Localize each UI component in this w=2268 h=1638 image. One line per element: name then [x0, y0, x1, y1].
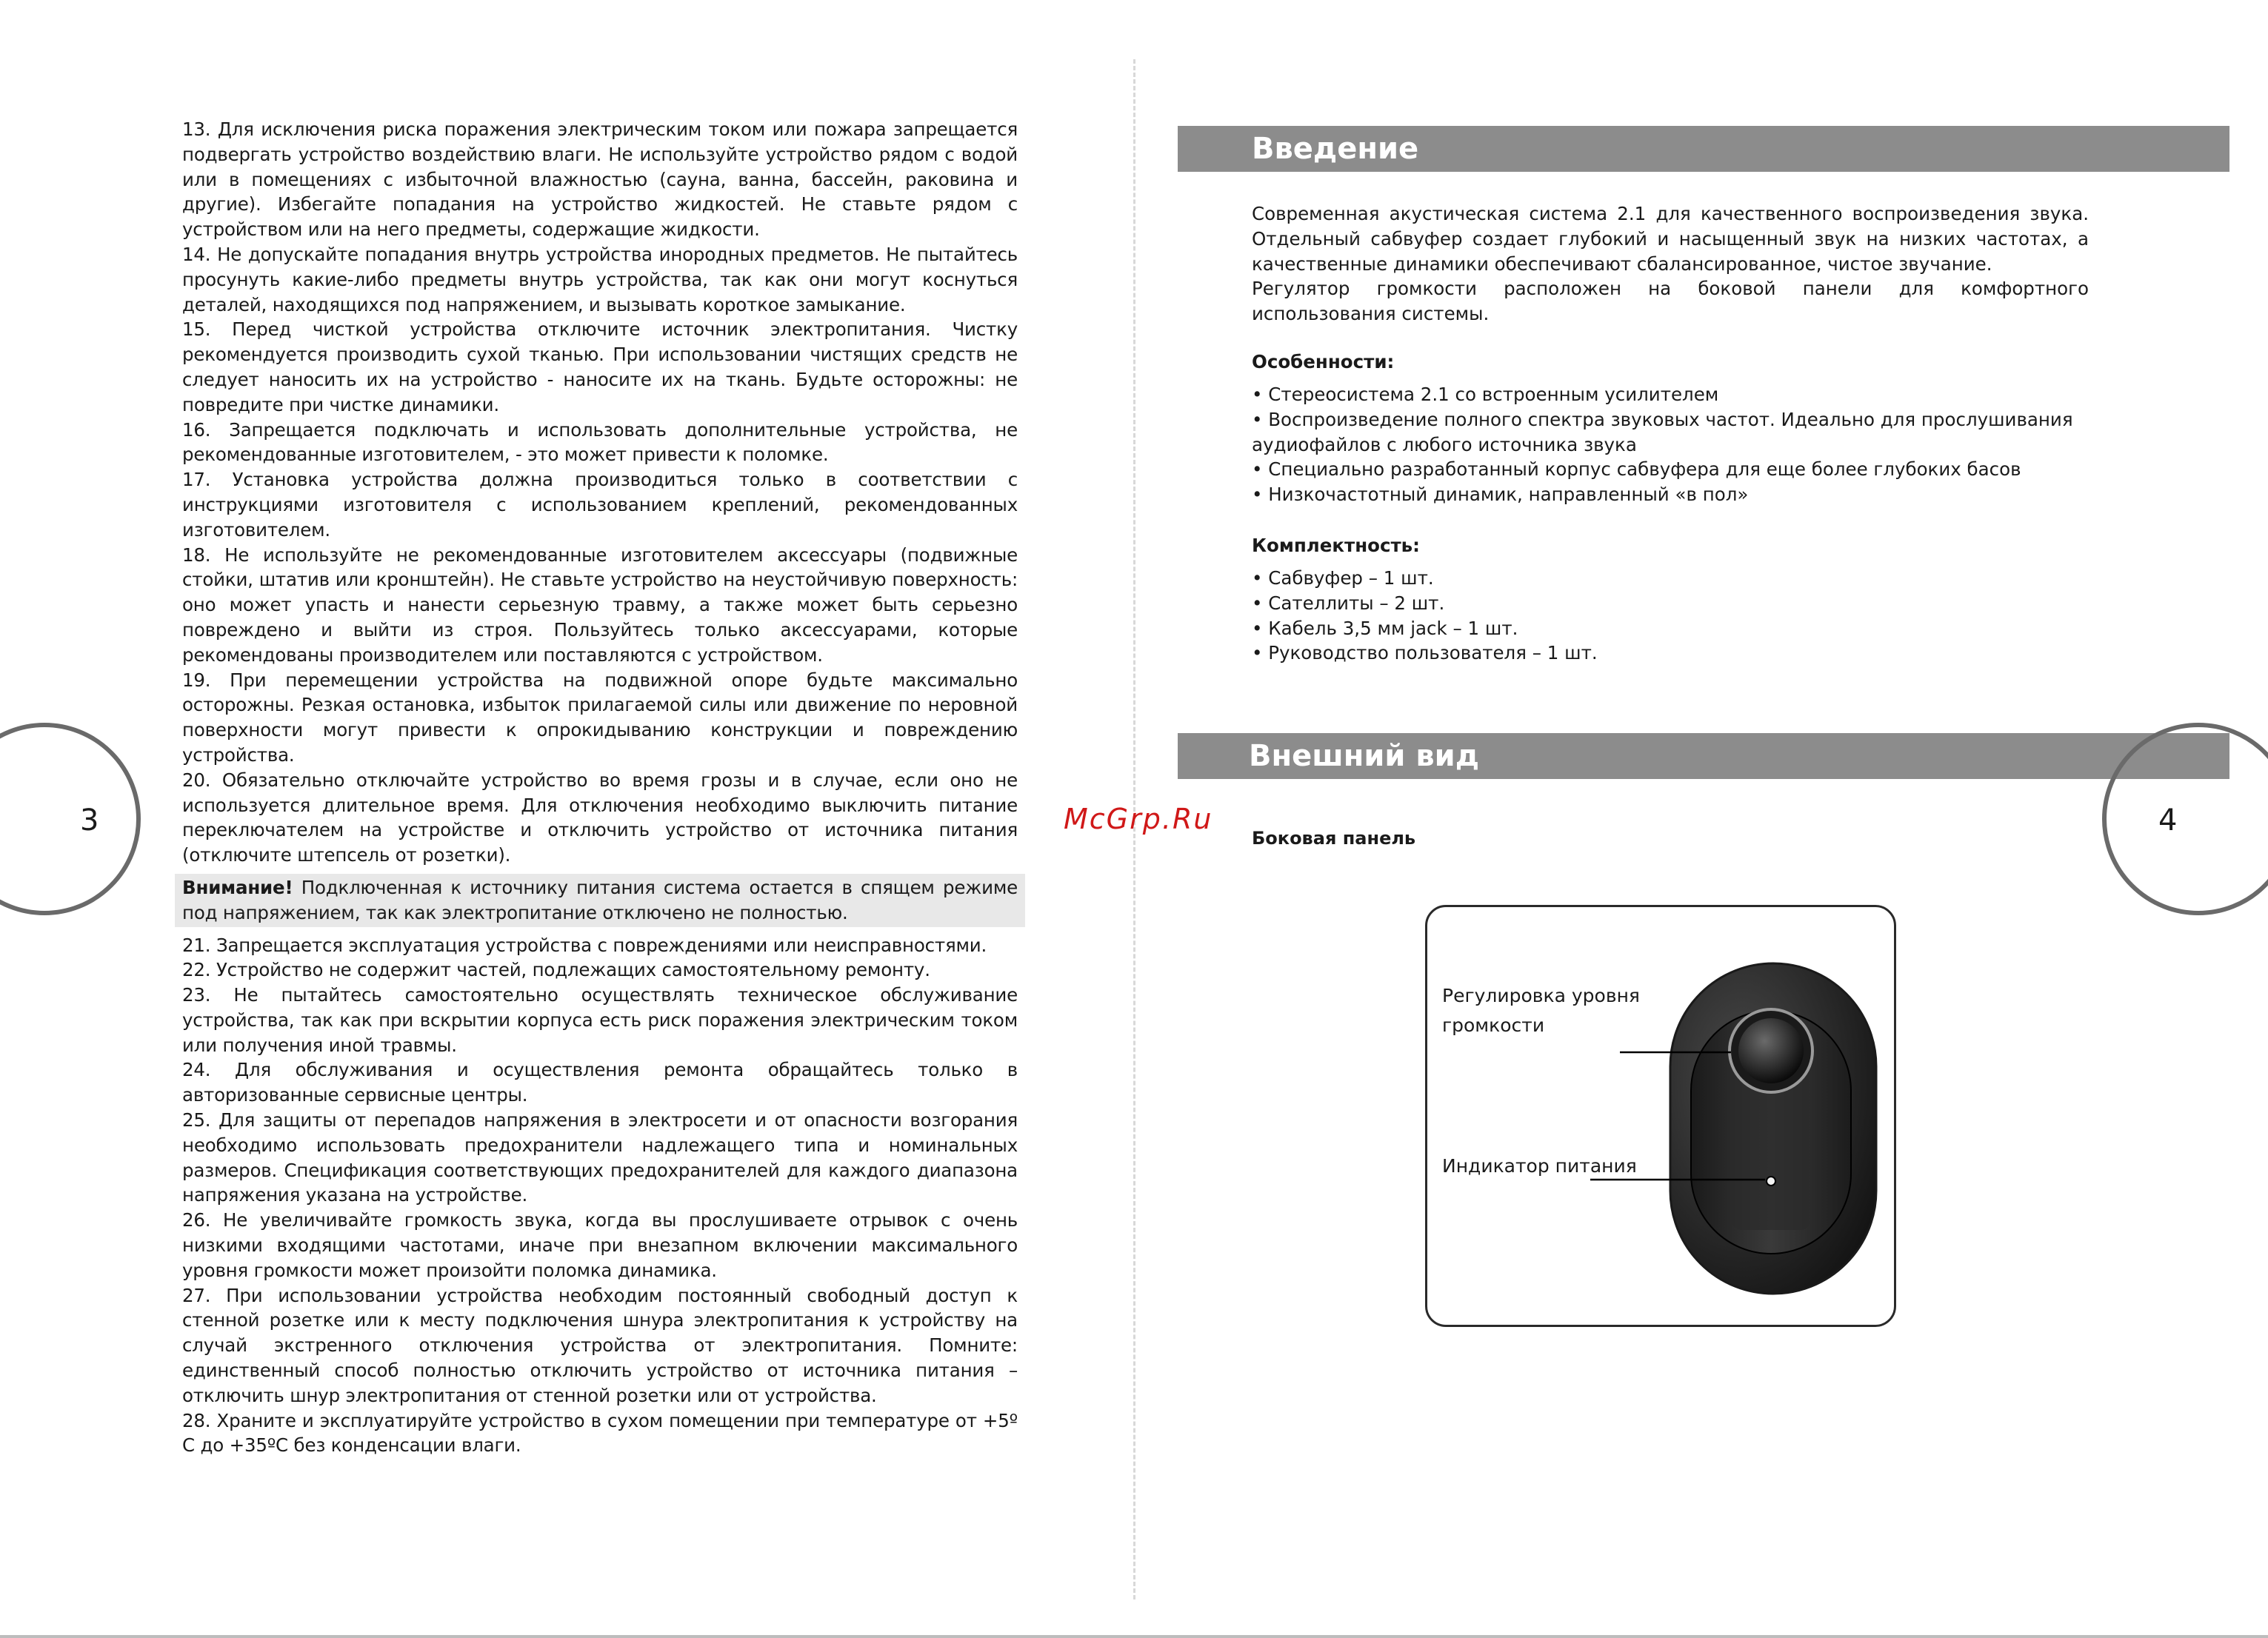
list-item: • Специально разработанный корпус сабвуфера для еще более глубоких басов: [1252, 458, 2021, 481]
page-number-circle-left: [0, 723, 141, 915]
side-panel-drawing: [1427, 907, 1894, 1325]
paragraph-22: 22. Устройство не содержит частей, подлежащих самостоятельному ремонту.: [182, 959, 930, 981]
page-number-right: 4: [2158, 803, 2178, 838]
section-heading-intro: Введение: [1178, 126, 2229, 172]
paragraph-27: 27. При использовании устройства необходим постоянный свободный доступ к стенной розетке или к месту подключения шнура электропитания к устройству на случай экстренного отключения устройства от электропитания. Помните: единственный способ полностью отключить устройство от источника питания – отключить шнур электропитания от стенной розетки или от устройства.: [182, 1284, 1018, 1406]
features-list: [1252, 382, 2089, 507]
paragraph-24: 24. Для обслуживания и осуществления ремонта обращайтесь только в авторизованные сервисные центры.: [182, 1059, 1018, 1106]
paragraph-26: 26. Не увеличивайте громкость звука, когда вы прослушиваете отрывок с очень низкими входящими частотами, иначе при внезапном включении максимального уровня громкости может произойти поломка динамика.: [182, 1209, 1018, 1281]
paragraph-19: 19. При перемещении устройства на подвижной опоре будьте максимально осторожны. Резкая остановка, избыток прилагаемой силы или движение по неровной поверхности могут привести к опрокидыванию конструкции и повреждению устройства.: [182, 669, 1018, 766]
intro-text: [1252, 201, 2089, 327]
section-heading-appearance: Внешний вид: [1178, 733, 2229, 779]
paragraph-23: 23. Не пытайтесь самостоятельно осуществлять техническое обслуживание устройства, так как при вскрытии корпуса есть риск поражения электрическим током или получения иной травмы.: [182, 984, 1018, 1056]
paragraph-15: 15. Перед чисткой устройства отключите источник электропитания. Чистку рекомендуется производить сухой тканью. При использовании чистящих средств не следует наносить их на устройство - наносите их на ткань. Будьте осторожны: не повредите при чистке динамики.: [182, 318, 1018, 415]
paragraph-16: 16. Запрещается подключать и использовать дополнительные устройства, не рекомендованные изготовителем, - это может привести к поломке.: [182, 418, 1018, 466]
list-item: • Сабвуфер – 1 шт.: [1252, 567, 1434, 589]
list-item: • Низкочастотный динамик, направленный «в пол»: [1252, 484, 1749, 506]
power-indicator-label: Индикатор питания: [1442, 1155, 1637, 1177]
list-item: • Стереосистема 2.1 со встроенным усилителем: [1252, 384, 1719, 405]
list-item: • Кабель 3,5 мм jack – 1 шт.: [1252, 617, 1518, 639]
intro-paragraph-1: Современная акустическая система 2.1 для качественного воспроизведения звука. Отдельный сабвуфер создает глубокий и насыщенный звук на низких частотах, а качественные динамики обеспечивают сбалансированное, чистое звучание.: [1252, 203, 2089, 275]
volume-knob: [1738, 1018, 1804, 1083]
paragraph-21: 21. Запрещается эксплуатация устройства с повреждениями или неисправностями.: [182, 934, 987, 956]
side-panel-figure: [1425, 905, 1896, 1327]
package-heading: Комплектность:: [1252, 535, 1420, 556]
warning-label: Внимание!: [182, 876, 293, 898]
paragraph-20: 20. Обязательно отключайте устройство во время грозы и в случае, если оно не используется длительное время. Для отключения необходимо выключить питание переключателем на устройстве и отключить устройство от источника питания (отключите штепсель от розетки).: [182, 769, 1018, 866]
list-item: • Воспроизведение полного спектра звуковых частот. Идеально для прослушивания аудиофайлов с любого источника звука: [1252, 408, 2073, 455]
paragraph-28: 28. Храните и эксплуатируйте устройство в сухом помещении при температуре от +5º С до +35ºС без конденсации влаги.: [182, 1409, 1018, 1457]
package-list: [1252, 566, 2089, 666]
volume-label-line1: Регулировка уровня: [1442, 985, 1640, 1006]
bottom-rule: [0, 1635, 2268, 1638]
paragraph-17: 17. Установка устройства должна производиться только в соответствии с инструкциями изготовителя с использованием креплений, рекомендованных изготовителем.: [182, 469, 1018, 541]
intro-paragraph-2: Регулятор громкости расположен на боковой панели для комфортного использования системы.: [1252, 278, 2089, 325]
volume-label-line2: громкости: [1442, 1014, 1545, 1036]
features-heading: Особенности:: [1252, 351, 1395, 372]
power-indicator-led: [1767, 1177, 1775, 1186]
list-item: • Руководство пользователя – 1 шт.: [1252, 642, 1598, 664]
volume-label: [1442, 981, 1640, 1040]
page-number-left: 3: [80, 803, 99, 838]
side-panel-heading: Боковая панель: [1252, 828, 1416, 849]
paragraph-18: 18. Не используйте не рекомендованные изготовителем аксессуары (подвижные стойки, штатив или кронштейн). Не ставьте устройство на неустойчивую поверхность: оно может упасть и нанести серьезную травму, а также может быть серьезно повреждено и выйти из строя. Пользуйтесь только аксессуарами, которые рекомендованы производителем или поставляются с устройством.: [182, 544, 1018, 666]
warning-text: Подключенная к источнику питания система остается в спящем режиме под напряжением, так как электропитание отключено не полностью.: [182, 876, 1018, 923]
watermark: McGrp.Ru: [1064, 803, 1213, 835]
left-page-content: [182, 117, 1018, 1458]
list-item: • Сателлиты – 2 шт.: [1252, 592, 1445, 614]
paragraph-14: 14. Не допускайте попадания внутрь устройства инородных предметов. Не пытайтесь просунуть какие-либо предметы внутрь устройства, так как они могут коснуться деталей, находящихся под напряжением, и вызывать короткое замыкание.: [182, 243, 1018, 315]
paragraph-13: 13. Для исключения риска поражения электрическим током или пожара запрещается подвергать устройство воздействию влаги. Не используйте устройство рядом с водой или в помещениях с избыточной влажностью (сауна, ванна, бассейн, раковина и другие). Избегайте попадания на устройство жидкостей. Не ставьте рядом с устройством или на него предметы, содержащие жидкости.: [182, 118, 1018, 241]
warning-box: [175, 874, 1025, 927]
paragraph-25: 25. Для защиты от перепадов напряжения в электросети и от опасности возгорания необходимо использовать предохранители надлежащего типа и номинальных размеров. Спецификация соответствующих предохранителей для каждого диапазона напряжения указана на устройстве.: [182, 1109, 1018, 1206]
